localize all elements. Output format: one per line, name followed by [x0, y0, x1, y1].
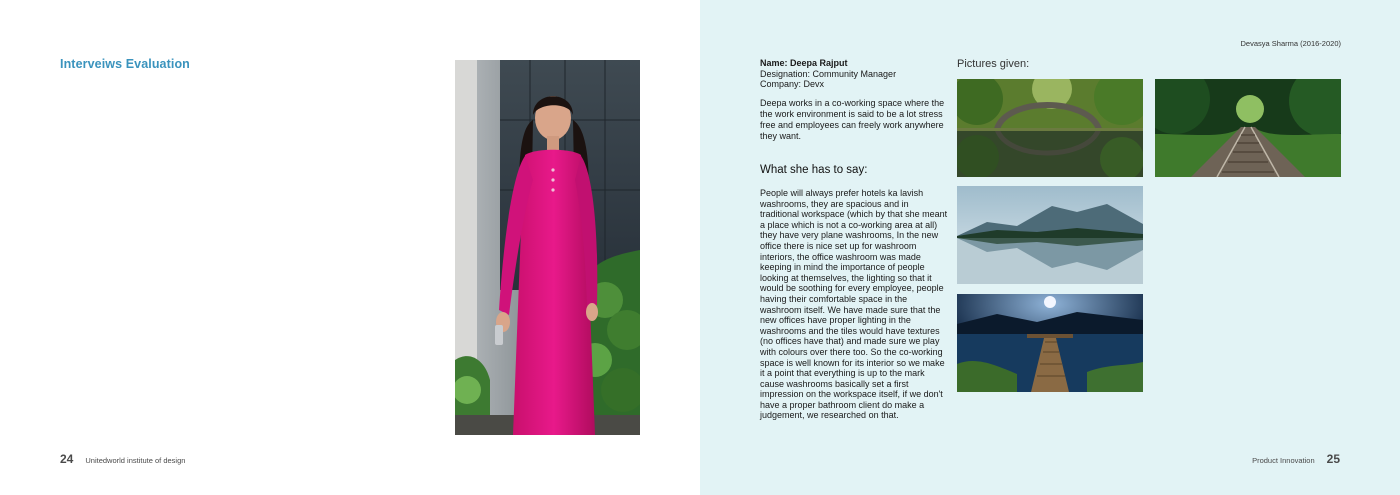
interviewee-portrait: [455, 60, 640, 435]
interview-quote: People will always prefer hotels ka lavish washrooms, they are spacious and in traditional workspace (which by that she meant a place which is not a co-working area at all) they have very plane washrooms, In the new office there is nice set up for washroom interiors, the office washroom was made keeping in mind the importance of people looking at themselves, the lighting so that it would be soothing for every employee, people having their comfortable space in the washroom itself. We have made sure that the new offices have proper lighting in the washrooms and the tiles would have textures (no offices have that) and made sure we play with colours over there too. So the co-working space is well known for its interior so we make it a point that everything is up to the mark cause washrooms basically set a first impression on the workspace itself, if we don't have a proper bathroom client do make a judgement, we researched on that.: [760, 188, 948, 421]
interviewee-profile: [760, 58, 945, 90]
profile-designation: Designation: Community Manager: [760, 68, 897, 79]
right-folio: [1252, 452, 1340, 466]
intro-paragraph: Deepa works in a co-working space where the the work environment is said to be a lot stress free and employees can freely work anywhere they want.: [760, 98, 945, 141]
course-name: Product Innovation: [1252, 456, 1315, 465]
institute-name: Unitedworld institute of design: [85, 456, 186, 465]
profile-name: Name: Deepa Rajput: [760, 58, 848, 68]
pictures-label: Pictures given:: [957, 58, 1030, 70]
author-line: Devasya Sharma (2016-2020): [1240, 39, 1341, 48]
section-title: Interveiws Evaluation: [60, 57, 190, 71]
picture-forest-railway: [1155, 79, 1341, 177]
quote-heading: What she has to say:: [760, 164, 868, 176]
page-number-right: 25: [1326, 452, 1340, 466]
picture-arch-bridge: [957, 79, 1143, 177]
left-folio: [60, 452, 185, 466]
picture-night-pier: [957, 294, 1143, 392]
profile-company: Company: Devx: [760, 79, 825, 89]
picture-mountain-lake: [957, 186, 1143, 284]
right-page: [700, 0, 1400, 495]
page-number-left: 24: [60, 452, 74, 466]
